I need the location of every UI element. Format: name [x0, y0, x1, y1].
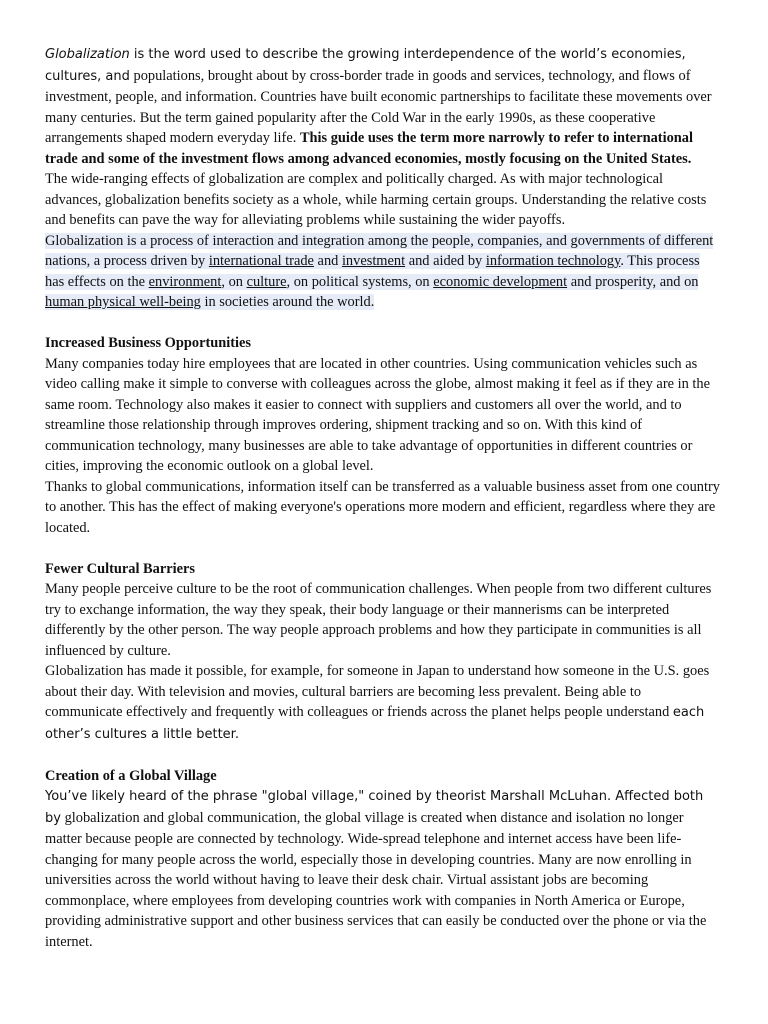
definition-text: and: [313, 253, 342, 269]
culture-paragraph-2: [45, 661, 722, 745]
business-paragraph-1: Many companies today hire employees that are located in other countries. Using communication vehicles such as video calling make it simple to converse with colleagues across the globe, almost making it feel as if they are in the same room. Technology also makes it easier to connect with suppliers and customers all over the world, and to streamline those relationship through improves ordering, shipment tracking and so on. With this kind of communication technology, many businesses are able to take advantage of opportunities in different countries or cities, improving the economic outlook on a global level.: [45, 355, 710, 474]
village-paragraph-lead: You’ve likely heard of the phrase "global village," coined by theorist Marshall McLuhan. Affected both by: [45, 789, 704, 826]
definition-text: and prosperity, and on: [567, 273, 699, 290]
definition-text: , on political systems, on: [286, 273, 434, 290]
village-paragraph-body: globalization and global communication, the global village is created when distance and isolation no longer matter because people are connected by technology. Wide-spread telephone and internet access have been life-changing for many people across the world, especially those in developing countries. Many are now enrolling in universities across the world without having to leave their desk chair. Virtual assistant jobs are becoming commonplace, where employees from developing countries work with companies in North America or Europe, providing administrative support and other business services that can easily be conducted over the phone or via the internet.: [45, 809, 707, 950]
link-international-trade[interactable]: international trade: [208, 253, 314, 269]
culture-paragraph-1: Many people perceive culture to be the root of communication challenges. When people from two different cultures try to exchange information, the way they speak, their body language or their mannerisms can be interpreted differently by the other person. The way people approach problems and how they participate in communities is all influenced by culture.: [45, 581, 712, 659]
intro-term: Globalization: [45, 47, 130, 62]
link-information-technology[interactable]: information technology: [485, 253, 621, 269]
heading-business-opportunities: Increased Business Opportunities: [45, 335, 252, 351]
definition-text: Globalization is a process of interaction and integration among the people, companies, and governments of different nations, a process driven by: [45, 232, 714, 269]
definition-highlight: [45, 233, 713, 311]
intro-lead: is the word used to describe the growing interdependence of the world’s economies, cultures, and: [45, 47, 686, 84]
spacer: [45, 313, 722, 334]
definition-text: and aided by: [405, 253, 486, 269]
intro-paragraph: [45, 44, 722, 169]
definition-text: in societies around the world.: [200, 294, 375, 310]
spacer: [45, 538, 722, 559]
village-paragraph: [45, 786, 722, 952]
link-environment[interactable]: environment: [148, 273, 222, 290]
intro-body: populations, brought about by cross-border trade in goods and services, technology, and flows of investment, people, and information. Countries have built economic partnerships to facilitate these movements over many centuries. But the term gained popularity after the Cold War in the early 1990s, as these cooperative arrangements shaped modern everyday life.: [45, 67, 712, 146]
business-paragraph-2: Thanks to global communications, information itself can be transferred as a valuable business asset from one country to another. This has the effect of making everyone's operations more modern and efficient, regardless where they are located.: [45, 478, 720, 536]
intro-bold-statement: This guide uses the term more narrowly to refer to international trade and some of the investment flows among advanced economies, mostly focusing on the United States.: [45, 130, 693, 167]
link-economic-development[interactable]: economic development: [433, 273, 568, 290]
definition-paragraph: [45, 231, 722, 313]
heading-cultural-barriers: Fewer Cultural Barriers: [45, 560, 195, 577]
culture-paragraph-2-tail: each other’s cultures a little better.: [45, 705, 705, 742]
heading-global-village: Creation of a Global Village: [45, 767, 217, 784]
effects-paragraph: The wide-ranging effects of globalization are complex and politically charged. As with major technological advances, globalization benefits society as a whole, while harming certain groups. Understanding the relative costs and benefits can pave the way for alleviating problems while sustaining the wider payoffs.: [45, 171, 707, 228]
definition-text: . This process has effects on the: [45, 253, 700, 290]
spacer: [45, 745, 722, 766]
link-human-physical-well-being[interactable]: human physical well-being: [45, 294, 201, 310]
link-culture[interactable]: culture: [246, 273, 287, 290]
definition-text: , on: [221, 273, 247, 290]
culture-paragraph-2-main: Globalization has made it possible, for example, for someone in Japan to understand how someone in the U.S. goes about their day. With television and movies, cultural barriers are becoming less prevalent. Being able to communicate effectively and frequently with colleagues or friends across the planet helps people understand: [45, 663, 710, 720]
link-investment[interactable]: investment: [341, 253, 406, 269]
